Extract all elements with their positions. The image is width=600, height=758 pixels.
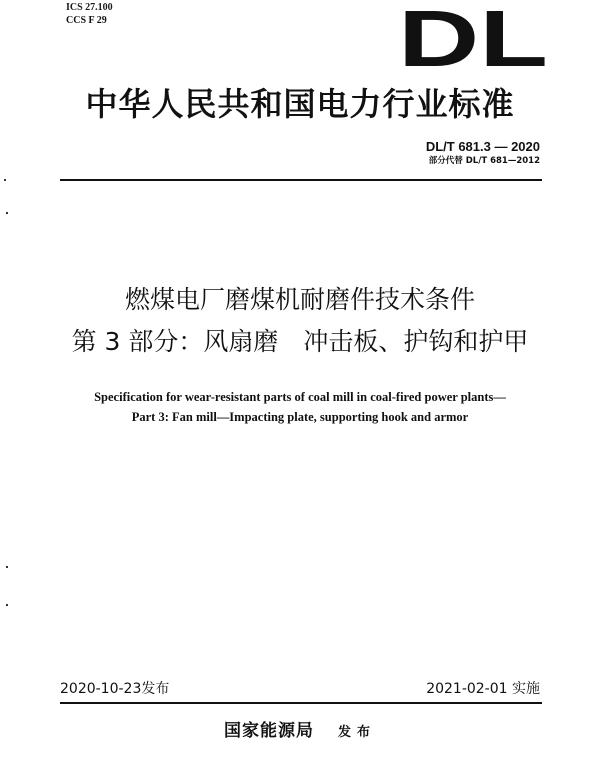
implementation-date: 2021-02-01 实施 — [426, 681, 540, 697]
issue-date: 2020-10-23发布 — [60, 681, 170, 697]
margin-mark — [6, 604, 8, 606]
publisher-name: 国家能源局 — [223, 721, 314, 741]
standard-type-title: 中华人民共和国电力行业标准 — [85, 85, 515, 123]
replaces-note: 部分代替 DL/T 681—2012 — [428, 156, 540, 166]
publisher-line — [0, 720, 600, 744]
publish-label: 发布 — [337, 725, 376, 740]
chinese-title-line-2: 第 3 部分：风扇磨 冲击板、护钩和护甲 — [71, 327, 529, 356]
ics-code: ICS 27.100 — [66, 2, 113, 13]
logo-text: DL — [398, 6, 548, 70]
margin-mark — [6, 212, 8, 214]
english-title-line-1: Specification for wear-resistant parts of coal mill in coal-fired power plants— — [94, 390, 506, 404]
ccs-code: CCS F 29 — [66, 15, 107, 26]
margin-mark — [6, 566, 8, 568]
margin-mark — [4, 179, 6, 181]
chinese-title-line-1: 燃煤电厂磨煤机耐磨件技术条件 — [124, 285, 475, 314]
dl-logo — [398, 6, 548, 70]
standard-number: DL/T 681.3 — 2020 — [425, 139, 540, 154]
header-divider — [60, 179, 542, 181]
footer-divider — [60, 702, 542, 704]
english-title-line-2: Part 3: Fan mill—Impacting plate, supporting hook and armor — [131, 410, 469, 424]
